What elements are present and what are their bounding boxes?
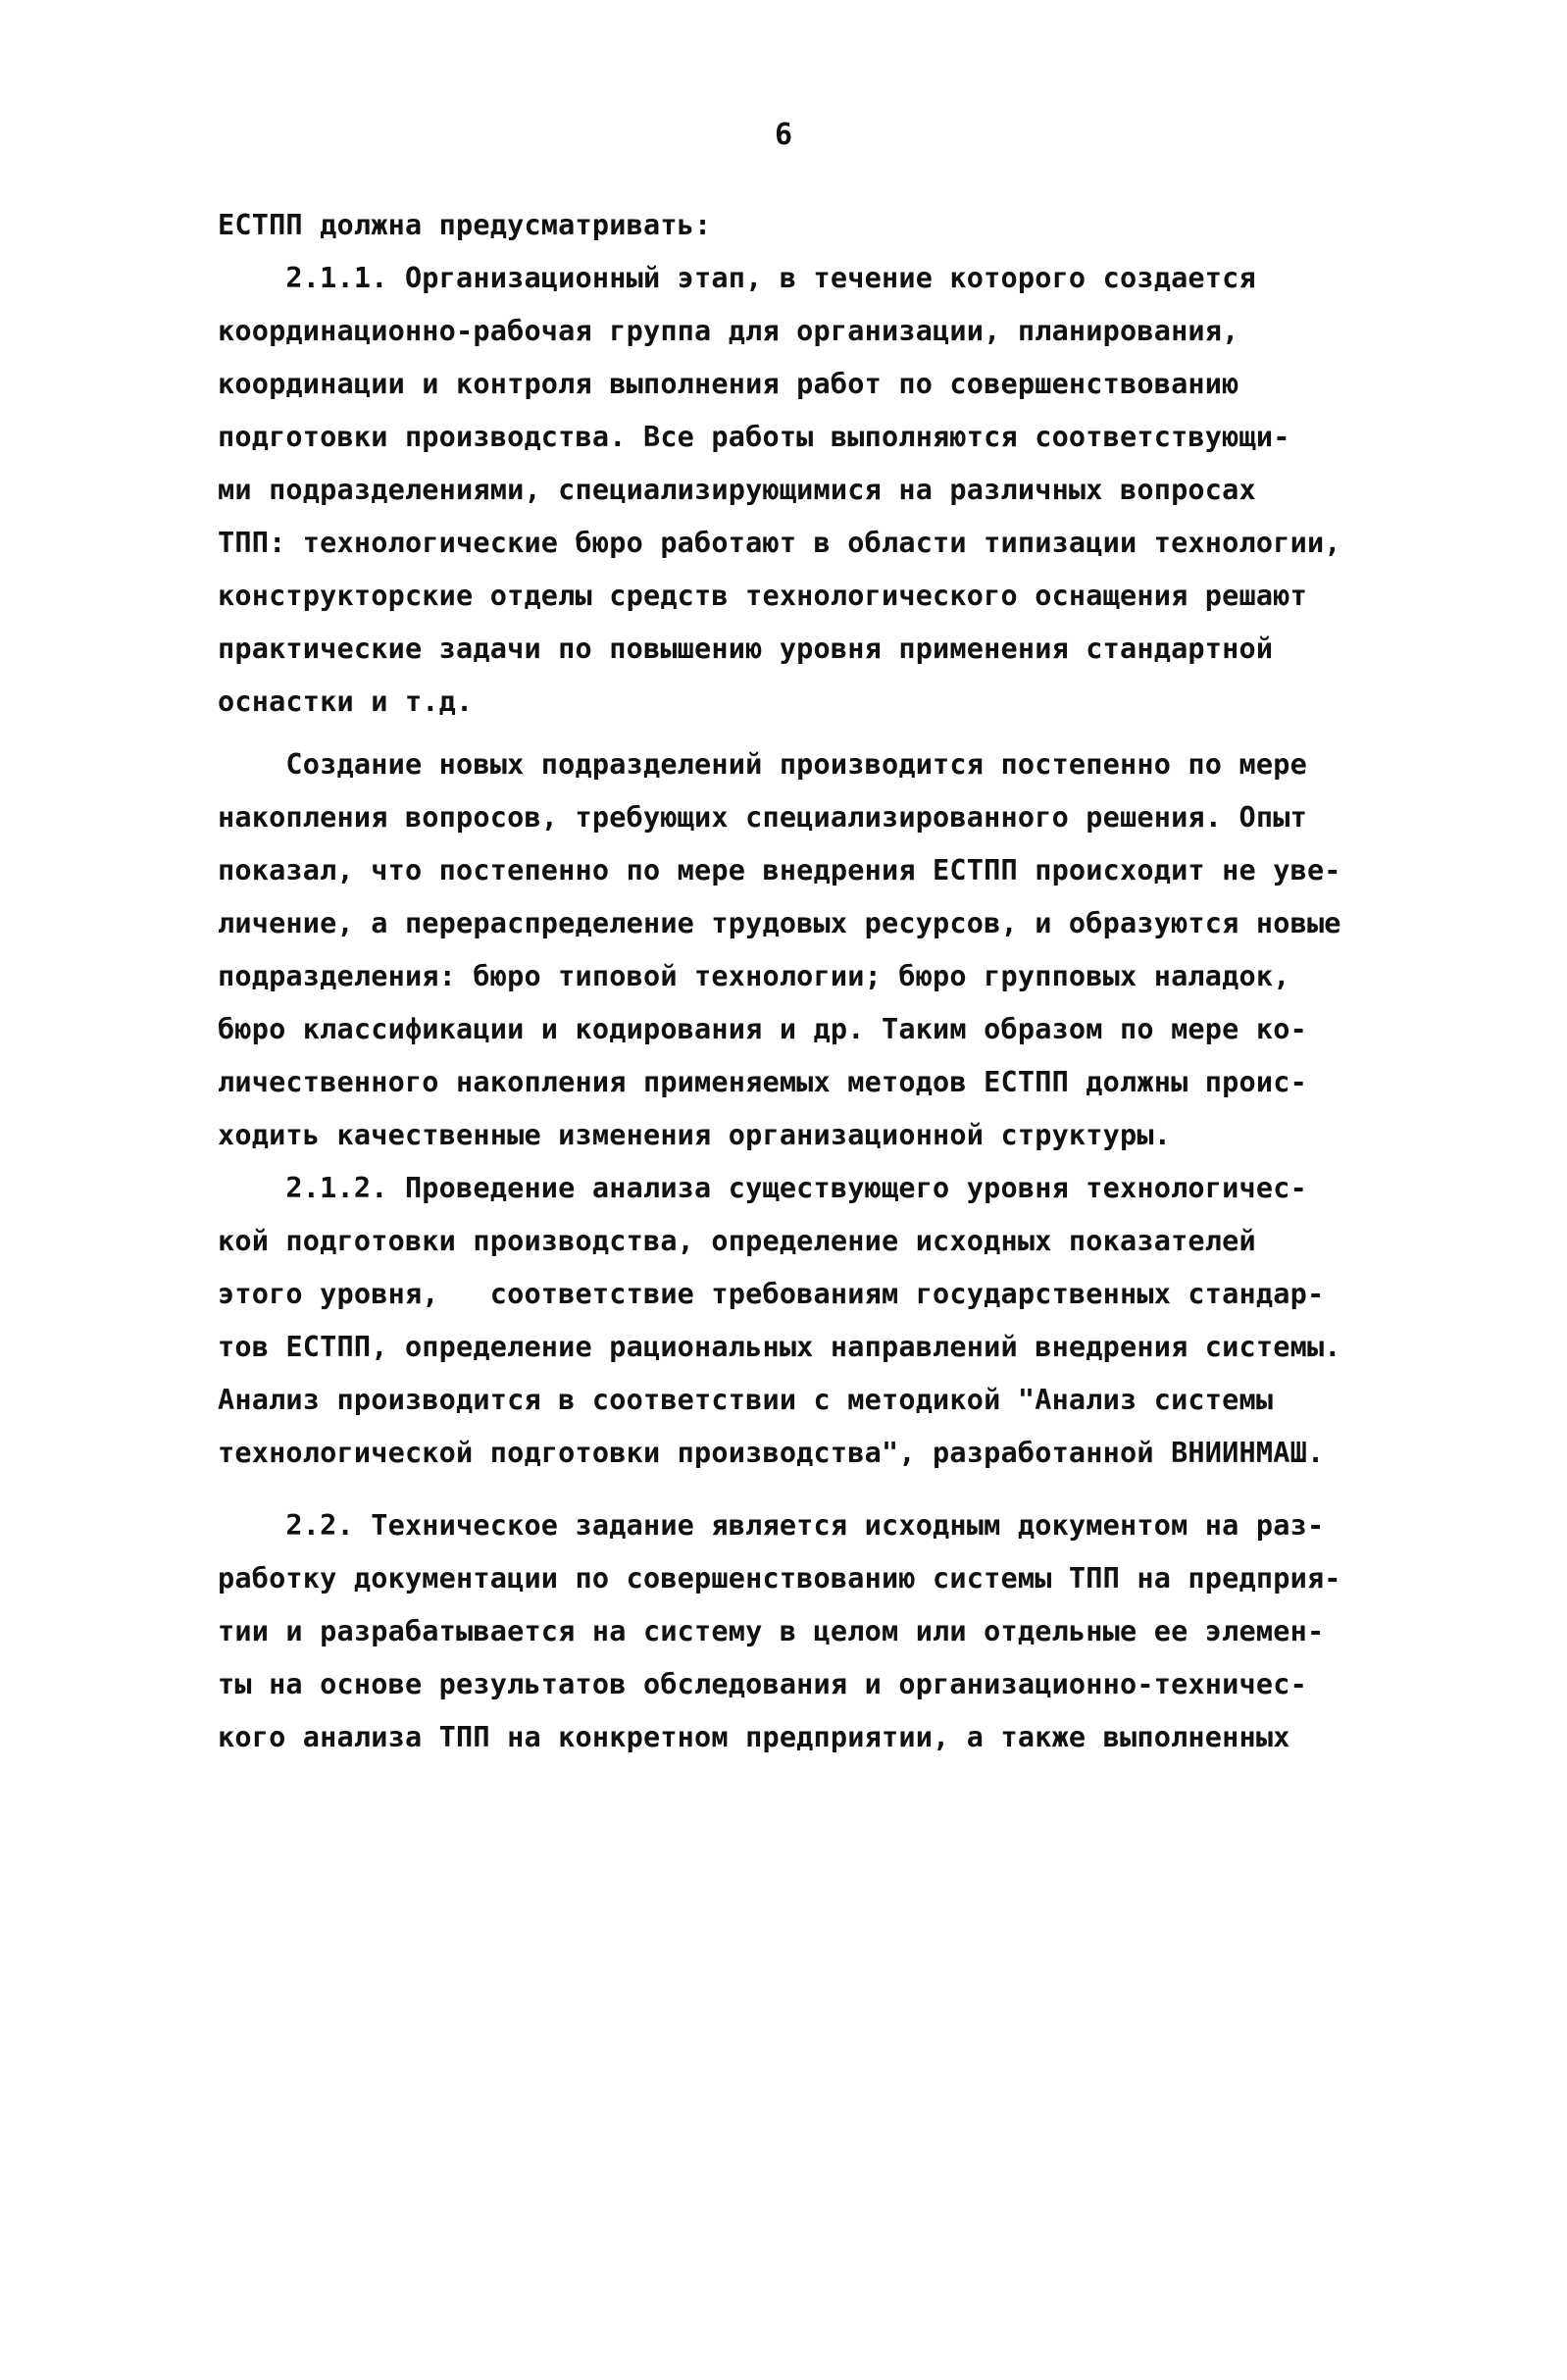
text-line: кой подготовки производства, определение исходных показателей bbox=[218, 1225, 1256, 1257]
text-line: тии и разрабатывается на систему в целом или отдельные ее элемен- bbox=[218, 1615, 1325, 1647]
text-line: бюро классификации и кодирования и др. Таким образом по мере ко- bbox=[218, 1013, 1307, 1045]
text-line: этого уровня, соответствие требованиям государственных стандар- bbox=[218, 1278, 1325, 1310]
text-line: тов ЕСТПП, определение рациональных направлений внедрения системы. bbox=[218, 1331, 1341, 1363]
text-line: 2.1.1. Организационный этап, в течение которого создается bbox=[218, 262, 1256, 294]
text-line: подразделения: бюро типовой технологии; бюро групповых наладок, bbox=[218, 960, 1290, 992]
text-line: 2.1.2. Проведение анализа существующего уровня технологичес- bbox=[218, 1172, 1307, 1204]
text-line: координационно-рабочая группа для организации, планирования, bbox=[218, 315, 1239, 347]
text-line: работку документации по совершенствованию системы ТПП на предприя- bbox=[218, 1562, 1341, 1595]
text-line: 2.2. Техническое задание является исходным документом на раз- bbox=[218, 1509, 1325, 1542]
text-line: кого анализа ТПП на конкретном предприятии, а также выполненных bbox=[218, 1721, 1290, 1753]
text-line: ТПП: технологические бюро работают в области типизации технологии, bbox=[218, 527, 1341, 559]
text-line: личение, а перераспределение трудовых ресурсов, и образуются новые bbox=[218, 907, 1341, 939]
text-line: показал, что постепенно по мере внедрения ЕСТПП происходит не уве- bbox=[218, 854, 1341, 886]
text-line: Создание новых подразделений производится постепенно по мере bbox=[218, 748, 1307, 781]
text-line: подготовки производства. Все работы выполняются соответствующи- bbox=[218, 421, 1290, 453]
text-line: практические задачи по повышению уровня применения стандартной bbox=[218, 633, 1274, 665]
text-line: ЕСТПП должна предусматривать: bbox=[218, 209, 712, 241]
text-line: конструкторские отделы средств технологического оснащения решают bbox=[218, 580, 1307, 612]
text-line: координации и контроля выполнения работ по совершенствованию bbox=[218, 368, 1239, 400]
text-line: ходить качественные изменения организационной структуры. bbox=[218, 1119, 1172, 1151]
text-line: технологической подготовки производства", разработанной ВНИИНМАШ. bbox=[218, 1437, 1325, 1469]
text-line: ми подразделениями, специализирующимися на различных вопросах bbox=[218, 474, 1256, 506]
text-line: личественного накопления применяемых методов ЕСТПП должны проис- bbox=[218, 1066, 1307, 1098]
text-line: Анализ производится в соответствии с методикой "Анализ системы bbox=[218, 1384, 1274, 1416]
text-line: оснастки и т.д. bbox=[218, 685, 474, 718]
text-line: ты на основе результатов обследования и организационно-техничес- bbox=[218, 1668, 1307, 1700]
text-line: накопления вопросов, требующих специализированного решения. Опыт bbox=[218, 801, 1307, 834]
page-number: 6 bbox=[774, 118, 793, 152]
